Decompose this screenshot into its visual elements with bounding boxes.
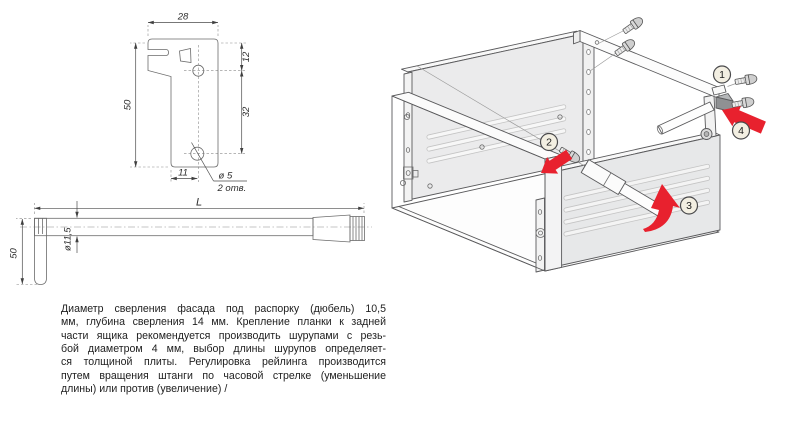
- callout-2-number: 2: [546, 136, 552, 149]
- back-rail-screw: [621, 15, 644, 35]
- back-rail: [580, 31, 719, 99]
- plate-dim-height: 50: [122, 99, 134, 111]
- callout-1: [714, 66, 731, 83]
- rod-dim-length: L: [195, 196, 203, 209]
- callout-4: [733, 122, 750, 139]
- plate-dim-top-offset: 12: [241, 51, 252, 63]
- plate-hole-bottom: [191, 147, 204, 160]
- instruction-line: длины) или против (увеличение) /: [61, 383, 228, 396]
- instruction-line: ся толщиной плиты. Регулировка рейлинга производится: [61, 356, 386, 369]
- plate-dim-hole-spacing: 32: [241, 106, 252, 118]
- rod-dim-leg: 50: [8, 248, 20, 259]
- rod-dim-dia: ø11,5: [62, 227, 74, 251]
- callout-1-number: 1: [719, 69, 725, 82]
- plate-hole-count-label: 2 отв.: [217, 183, 247, 194]
- rod-cone: [313, 215, 350, 242]
- back-rail-end-cap: [574, 31, 581, 44]
- plate-hole-dia-label: ø 5: [218, 170, 233, 182]
- plate-outline: [148, 39, 218, 167]
- bracket-screw: [734, 73, 757, 86]
- instruction-line: мм, глубина сверления 14 мм. Крепление планки к задней: [61, 316, 386, 329]
- instruction-line: Диаметр сверления фасада под распорку (дюбель) 10,5: [61, 303, 386, 315]
- plate-square-hole: [180, 49, 192, 63]
- instruction-line: бой диаметром 4 мм, выбор длины шурупов определяет-: [61, 343, 386, 356]
- callout-2: [541, 134, 558, 151]
- instruction-text: [61, 303, 386, 396]
- plate-dim-width: 28: [177, 11, 189, 23]
- assembly-diagram: [392, 15, 766, 272]
- plate-dim-bottom-offset: 11: [178, 167, 188, 179]
- rod-leg: [35, 218, 47, 284]
- callout-3: [681, 197, 698, 214]
- instruction-line: части ящика рекомендуется производить шурупами с резь-: [61, 329, 386, 342]
- railing-rod-drawing: [9, 197, 373, 285]
- bracket-plate-drawing: [123, 12, 253, 195]
- callout-3-number: 3: [686, 200, 692, 213]
- callout-4-number: 4: [738, 125, 744, 138]
- instruction-line: путем вращения штанги по часовой стрелке (уменьшение: [61, 369, 386, 382]
